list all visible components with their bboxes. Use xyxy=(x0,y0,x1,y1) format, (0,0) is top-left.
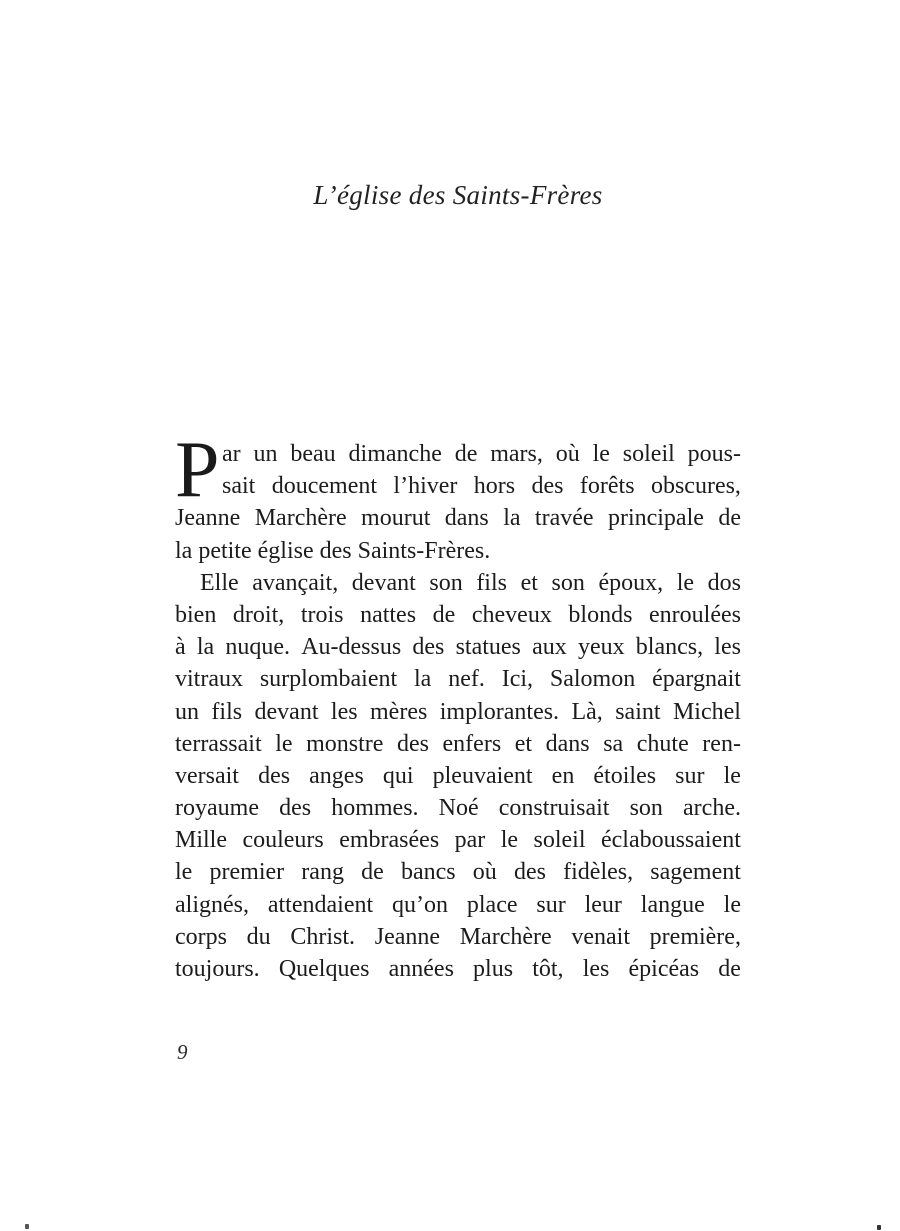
text-line: terrassait le monstre des enfers et dans sa chute ren- xyxy=(175,730,741,757)
text-line: versait des anges qui pleuvaient en étoiles sur le xyxy=(175,762,741,789)
text-line: vitraux surplombaient la nef. Ici, Salomon épargnait xyxy=(175,666,741,693)
text-line: la petite église des Saints-Frères. xyxy=(175,537,491,564)
text-line: ar un beau dimanche de mars, où le soleil pous- xyxy=(222,441,741,467)
text-line: royaume des hommes. Noé construisait son arche. xyxy=(175,795,741,822)
scan-artifact-mark-left xyxy=(25,1224,29,1229)
text-line: Mille couleurs embrasées par le soleil éclaboussaient xyxy=(175,827,741,854)
text-line: bien droit, trois nattes de cheveux blonds enroulées xyxy=(175,601,741,628)
text-line: Elle avançait, devant son fils et son époux, le dos xyxy=(200,569,741,596)
text-line: à la nuque. Au-dessus des statues aux yeux blancs, les xyxy=(175,634,741,661)
drop-cap: P xyxy=(175,426,220,514)
body-text xyxy=(175,438,741,985)
scan-artifact-mark-right xyxy=(877,1225,881,1230)
text-line: corps du Christ. Jeanne Marchère venait première, xyxy=(175,923,741,950)
text-line: toujours. Quelques années plus tôt, les épicéas de xyxy=(175,956,741,982)
text-line: le premier rang de bancs où des fidèles, sagement xyxy=(175,859,741,886)
text-line: Jeanne Marchère mourut dans la travée principale de xyxy=(175,505,741,532)
page-number: 9 xyxy=(177,1040,188,1064)
chapter-title: L’église des Saints-Frères xyxy=(313,180,603,210)
text-line: sait doucement l’hiver hors des forêts obscures, xyxy=(222,473,741,500)
text-line: un fils devant les mères implorantes. Là, saint Michel xyxy=(175,698,741,725)
text-line: alignés, attendaient qu’on place sur leur langue le xyxy=(175,891,741,918)
